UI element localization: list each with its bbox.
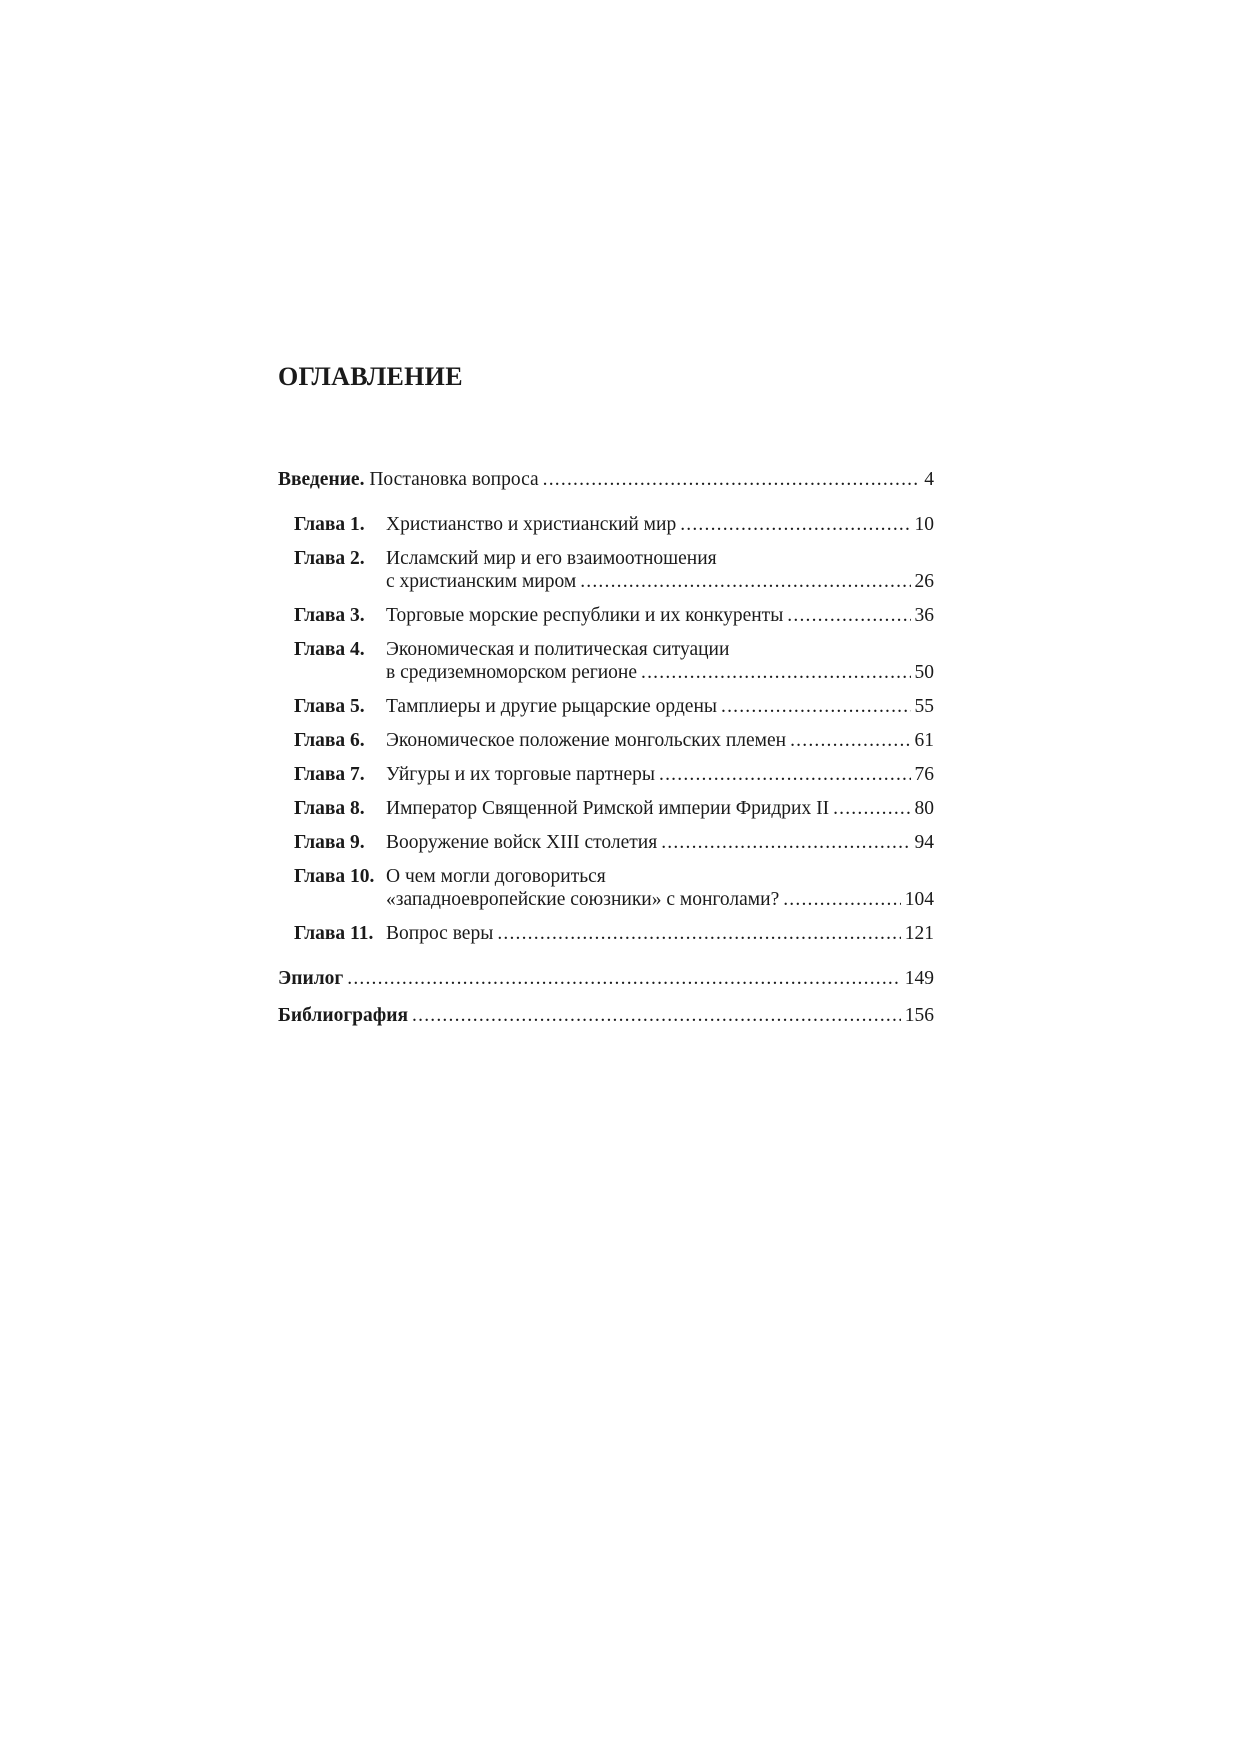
page-title: ОГЛАВЛЕНИЕ <box>278 362 463 391</box>
chapter-title: Тамплиеры и другие рыцарские ордены <box>386 696 717 717</box>
toc-entry-chapter-6[interactable] <box>278 729 934 752</box>
chapter-title: Уйгуры и их торговые партнеры <box>386 764 656 785</box>
chapter-title-line-1: О чем могли договориться <box>386 866 606 887</box>
dot-leader <box>580 570 910 593</box>
toc-entry-epilogue[interactable] <box>278 967 934 990</box>
chapter-label: Глава 6. <box>294 730 365 751</box>
toc-page-number: 121 <box>904 923 934 944</box>
chapter-label: Глава 3. <box>294 605 365 626</box>
chapter-title-line-2: с христианским миром <box>386 571 577 592</box>
chapter-label: Глава 5. <box>294 696 365 717</box>
toc-page-number: 104 <box>904 889 934 910</box>
toc-page-number: 10 <box>914 514 934 535</box>
toc-entry-chapter-11[interactable] <box>278 922 934 945</box>
chapter-label: Глава 9. <box>294 832 365 853</box>
toc-entry-chapter-5[interactable] <box>278 695 934 718</box>
chapter-body <box>386 695 934 718</box>
chapter-body <box>386 604 934 627</box>
toc-entry-text <box>278 468 543 491</box>
chapter-body <box>386 638 934 684</box>
toc-entry-chapter-4[interactable] <box>278 638 934 684</box>
toc-entry-chapter-9[interactable] <box>278 831 934 854</box>
toc-page-number: 156 <box>904 1005 934 1026</box>
chapter-title: Император Священной Римской империи Фридрих II <box>386 798 830 819</box>
chapter-body <box>386 513 934 536</box>
toc-entry-chapter-7[interactable] <box>278 763 934 786</box>
toc-page-number: 94 <box>914 832 934 853</box>
chapter-title: Торговые морские республики и их конкуренты <box>386 605 784 626</box>
dot-leader <box>543 468 921 491</box>
toc-page-number: 26 <box>914 571 934 592</box>
dot-leader <box>659 763 910 786</box>
toc-entry-introduction[interactable] <box>278 468 934 491</box>
dot-leader <box>641 661 910 684</box>
chapter-label: Глава 8. <box>294 798 365 819</box>
chapter-title: Экономическое положение монгольских племен <box>386 730 787 751</box>
table-of-contents <box>278 468 934 1041</box>
toc-entry-chapter-1[interactable] <box>278 513 934 536</box>
toc-entry-label: Библиография <box>278 1005 409 1026</box>
chapter-body <box>386 763 934 786</box>
chapter-label: Глава 7. <box>294 764 365 785</box>
dot-leader <box>721 695 911 718</box>
toc-page-number: 36 <box>914 605 934 626</box>
chapter-body <box>386 547 934 593</box>
toc-entry-chapter-8[interactable] <box>278 797 934 820</box>
chapter-body <box>386 831 934 854</box>
chapter-label: Глава 2. <box>294 548 365 569</box>
dot-leader <box>661 831 910 854</box>
toc-entry-label: Введение. <box>278 469 365 490</box>
toc-page-number: 149 <box>904 968 934 989</box>
dot-leader <box>412 1004 901 1027</box>
chapter-label: Глава 1. <box>294 514 365 535</box>
chapter-label: Глава 11. <box>294 923 374 944</box>
dot-leader <box>787 604 910 627</box>
chapter-label: Глава 4. <box>294 639 365 660</box>
chapter-title: Вооружение войск XIII столетия <box>386 832 658 853</box>
chapter-title-line-1: Исламский мир и его взаимоотношения <box>386 548 717 569</box>
spacer <box>278 956 934 967</box>
toc-entry-chapter-10[interactable] <box>278 865 934 911</box>
chapter-title-line-1: Экономическая и политическая ситуации <box>386 639 730 660</box>
toc-page-number: 61 <box>914 730 934 751</box>
chapter-title-line-2: в средиземноморском регионе <box>386 662 638 683</box>
toc-entry-chapter-2[interactable] <box>278 547 934 593</box>
chapter-title: Вопрос веры <box>386 923 494 944</box>
chapter-label: Глава 10. <box>294 866 375 887</box>
toc-page-number: 80 <box>914 798 934 819</box>
toc-page-number: 55 <box>914 696 934 717</box>
dot-leader <box>783 888 901 911</box>
chapter-body <box>386 797 934 820</box>
toc-entry-bibliography[interactable] <box>278 1004 934 1027</box>
dot-leader <box>680 513 910 536</box>
toc-entry-chapter-3[interactable] <box>278 604 934 627</box>
dot-leader <box>347 967 901 990</box>
chapter-body <box>386 922 934 945</box>
toc-entry-label: Эпилог <box>278 968 344 989</box>
dot-leader <box>790 729 910 752</box>
chapter-body <box>386 865 934 911</box>
toc-page-number: 4 <box>924 469 934 490</box>
toc-page-number: 76 <box>914 764 934 785</box>
toc-page-number: 50 <box>914 662 934 683</box>
chapter-title: Христианство и христианский мир <box>386 514 677 535</box>
dot-leader <box>833 797 910 820</box>
toc-entry-title: Постановка вопроса <box>369 469 539 490</box>
dot-leader <box>497 922 900 945</box>
chapter-title-line-2: «западноевропейские союзники» с монголами? <box>386 889 780 910</box>
chapter-body <box>386 729 934 752</box>
